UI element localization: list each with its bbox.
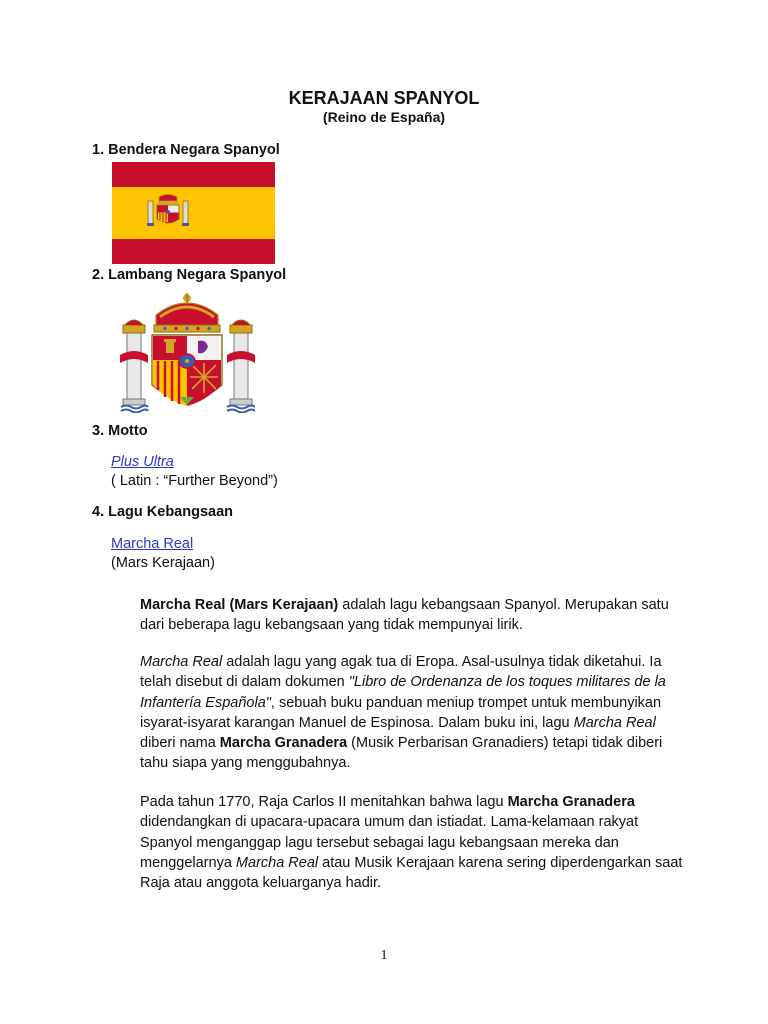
paragraph-history-text-c: diberi nama <box>140 735 220 752</box>
paragraph-history-doc-title: "Libro de Ordenanza de los toques militares de la Infantería Española" <box>140 674 666 711</box>
paragraph-adoption <box>111 792 686 893</box>
paragraph-history-italic-name: Marcha Real <box>573 714 656 731</box>
anthem-link[interactable]: Marcha Real <box>111 536 194 552</box>
paragraph-intro <box>111 595 686 636</box>
paragraph-history-italic-lead: Marcha Real <box>140 654 223 670</box>
anthem-translation: (Mars Kerajaan) <box>111 555 215 571</box>
page-number: 1 <box>380 948 388 963</box>
spain-coat-of-arms-image <box>120 293 255 413</box>
paragraph-history-text-b: , sebuah buku panduan meniup trompet untuk membunyikan isyarat-isyarat karangan Manuel de Espinosa. Dalam buku ini, lagu <box>140 694 662 731</box>
page-subtitle: (Reino de España) <box>322 109 446 125</box>
motto-heading: 3. Motto <box>92 423 148 439</box>
paragraph-adoption-italic-name: Marcha Real <box>235 854 319 871</box>
emblem-heading: 2. Lambang Negara Spanyol <box>92 267 287 283</box>
paragraph-intro-bold: Marcha Real (Mars Kerajaan) <box>140 597 339 613</box>
paragraph-intro-text: adalah lagu kebangsaan Spanyol. Merupakan satu dari beberapa lagu kebangsaan yang tidak mempunyai lirik. <box>140 597 669 634</box>
page-title: KERAJAAN SPANYOL <box>288 88 480 108</box>
paragraph-adoption-bold-name: Marcha Granadera <box>507 794 635 810</box>
motto-translation: ( Latin : “Further Beyond”) <box>111 473 278 489</box>
paragraph-history-text-d: (Musik Perbarisan Granadiers) tetapi tidak diberi tahu siapa yang menggubahnya. <box>140 735 663 772</box>
paragraph-adoption-text-a: Pada tahun 1770, Raja Carlos II menitahkan bahwa lagu <box>140 794 508 810</box>
paragraph-history <box>111 652 686 774</box>
spain-flag-image <box>112 162 275 264</box>
flag-heading: 1. Bendera Negara Spanyol <box>92 142 280 158</box>
paragraph-history-bold-name: Marcha Granadera <box>219 735 348 752</box>
paragraph-adoption-text-b: didendangkan di upacara-upacara umum dan istiadat. Lama-kelamaan rakyat Spanyol menganggap lagu tersebut sebagai lagu kebangsaan mereka dan menggelarnya <box>140 814 639 871</box>
motto-link[interactable]: Plus Ultra <box>111 454 174 470</box>
paragraph-adoption-text-c: atau Musik Kerajaan karena sering diperdengarkan saat Raja atau anggota keluarganya hadir. <box>140 854 683 892</box>
anthem-heading: 4. Lagu Kebangsaan <box>92 504 234 520</box>
paragraph-history-text-a: adalah lagu yang agak tua di Eropa. Asal-usulnya tidak diketahui. Ia telah disebut di dalam dokumen <box>140 654 662 691</box>
